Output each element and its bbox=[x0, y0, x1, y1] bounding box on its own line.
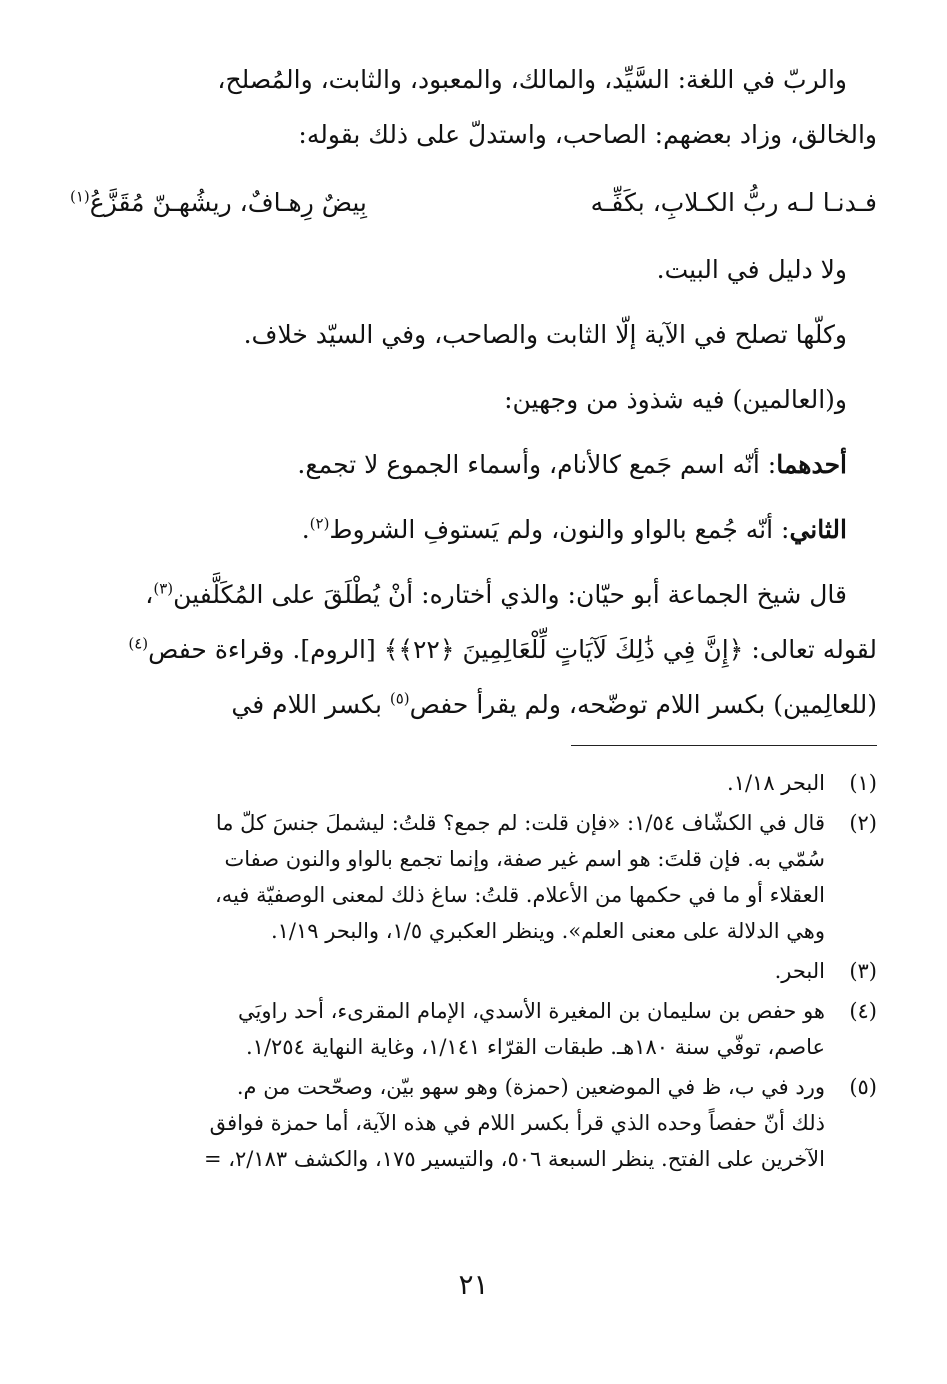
paragraph-line: والربّ في اللغة: السَّيِّد، والمالك، والمعبود، والثابت، والمُصلح، bbox=[217, 65, 847, 94]
footnote bbox=[70, 765, 877, 801]
footnote-line: وهي الدلالة على معنى العلم». وينظر العكبري ١/٥، والبحر ١/١٩. bbox=[270, 919, 825, 943]
footnote-line: هو حفص بن سليمان بن المغيرة الأسدي، الإمام المقرىء، أحد راويَي bbox=[237, 999, 825, 1023]
footnote bbox=[70, 1069, 877, 1177]
paragraph-line bbox=[231, 685, 877, 725]
verse-second-hemistich bbox=[70, 180, 367, 225]
verse-first-hemistich bbox=[591, 180, 877, 225]
footnote-line: ذلك أنّ حفصاً وحده الذي قرأ بكسر اللام في هذه الآية، أما حمزة فوافق bbox=[209, 1111, 825, 1135]
verse-text: بِيضٌ رِهـافٌ، ريشُهـنّ مُقَزَّعُ bbox=[89, 188, 367, 217]
paragraph-text: بكسر اللام في bbox=[231, 690, 390, 719]
paragraph-line: والخالق، وزاد بعضهم: الصاحب، واستدلّ على ذلك بقوله: bbox=[298, 120, 877, 149]
footnote-ref: (٣) bbox=[153, 579, 174, 598]
footnote-line: البحر. bbox=[774, 959, 825, 983]
page-number: ٢١ bbox=[458, 1268, 489, 1301]
footnote bbox=[70, 993, 877, 1065]
footnote-number: (٣) bbox=[849, 959, 877, 983]
paragraph-text: : أنّه اسم جَمع كالأنام، وأسماء الجموع لا تجمع. bbox=[297, 450, 777, 479]
footnote-separator bbox=[571, 745, 877, 746]
paragraph-line bbox=[128, 630, 877, 670]
paragraph-line bbox=[145, 575, 847, 615]
footnote bbox=[70, 805, 877, 949]
paragraph-text: . bbox=[301, 515, 310, 544]
footnote-line: قال في الكشّاف ١/٥٤: «فإن قلت: لم جمع؟ قلتُ: ليشملَ جنسَ كلّ ما bbox=[215, 811, 825, 835]
footnote-line: سُمّي به. فإن قلتَ: هو اسم غير صفة، وإنما تجمع بالواو والنون صفات bbox=[224, 847, 825, 871]
footnote-line: الآخرين على الفتح. ينظر السبعة ٥٠٦، والتيسير ١٧٥، والكشف ٢/١٨٣، = bbox=[203, 1147, 825, 1171]
footnote-ref: (٤) bbox=[128, 634, 149, 653]
paragraph-text: لقوله تعالى: ﴿إِنَّ فِي ذَٰلِكَ لَآيَاتٍ لِّلْعَالِمِينَ ﴿٢٢﴾﴾ [الروم]. وقراءة حفص bbox=[148, 635, 877, 664]
footnote-ref: (١) bbox=[70, 187, 90, 206]
footnote-line: ورد في ب، ظ في الموضعين (حمزة) وهو سهو بيّن، وصحّحت من م. bbox=[236, 1075, 825, 1099]
paragraph: و(العالمين) فيه شذوذ من وجهين: bbox=[504, 385, 847, 414]
footnote-number: (٥) bbox=[849, 1075, 877, 1099]
paragraph bbox=[302, 510, 847, 550]
footnote-line: العقلاء أو ما في حكمها من الأعلام. قلتُ: ساغ ذلك لمعنى الوصفيّة فيه، bbox=[215, 883, 825, 907]
paragraph: وكلّها تصلح في الآية إلّا الثابت والصاحب، وفي السيّد خلاف. bbox=[243, 320, 847, 349]
paragraph-text: ، bbox=[145, 580, 154, 609]
paragraph-lead: الثاني bbox=[789, 515, 847, 544]
footnote-ref: (٥) bbox=[389, 689, 410, 708]
poetry-verse bbox=[70, 180, 877, 225]
footnote-ref: (٢) bbox=[309, 514, 330, 533]
verse-text: فـدنـا لـه ربُّ الكـلابِ، بكَفِّـه bbox=[590, 188, 877, 217]
footnote bbox=[70, 953, 877, 989]
paragraph-text: (للعالِمين) بكسر اللام توضّحه، ولم يقرأ حفص bbox=[409, 690, 877, 719]
footnote-number: (٢) bbox=[849, 811, 877, 835]
footnote-line: البحر ١/١٨. bbox=[727, 771, 825, 795]
paragraph: ولا دليل في البيت. bbox=[656, 255, 847, 284]
footnote-number: (١) bbox=[849, 771, 877, 795]
footnote-number: (٤) bbox=[849, 999, 877, 1023]
paragraph bbox=[297, 445, 847, 485]
footnote-line: عاصم، توفّي سنة ١٨٠هـ. طبقات القرّاء ١/١٤١، وغاية النهاية ١/٢٥٤. bbox=[245, 1035, 825, 1059]
footnotes bbox=[70, 765, 877, 1181]
paragraph-text: : أنّه جُمع بالواو والنون، ولم يَستوفِ الشروط bbox=[329, 515, 790, 544]
paragraph-text: قال شيخ الجماعة أبو حيّان: والذي أختاره: أنْ يُطْلَقَ على المُكَلَّفين bbox=[173, 580, 847, 609]
paragraph-lead: أحدهما bbox=[776, 450, 847, 479]
